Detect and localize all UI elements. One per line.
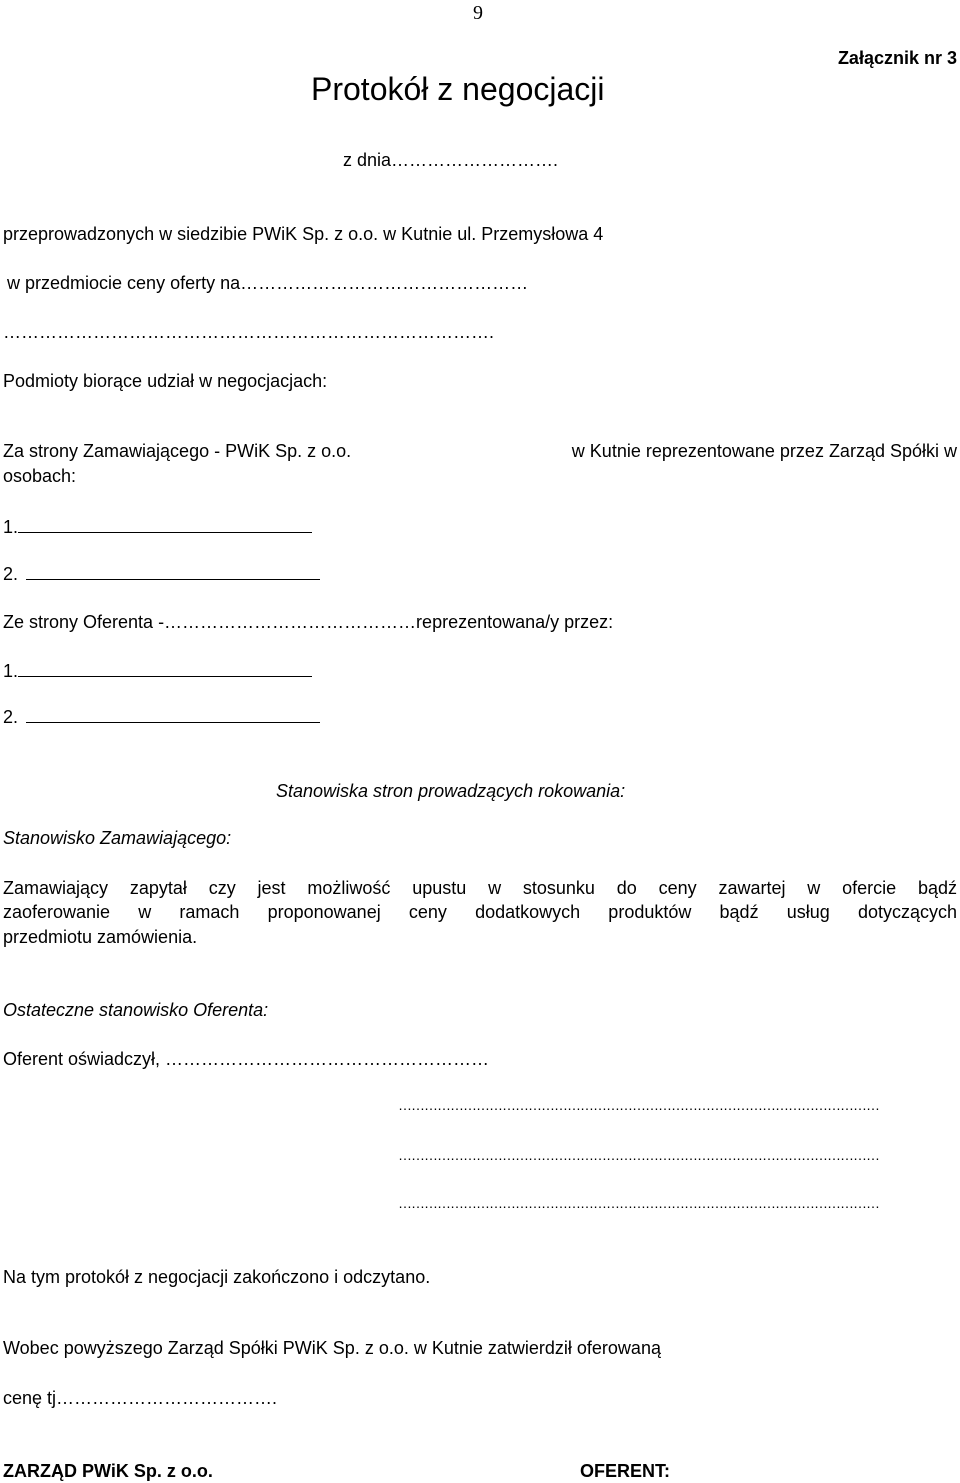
bidder-side: Ze strony Oferenta -……………………………………reprezentowana/y przez: xyxy=(3,612,614,632)
signature-blank xyxy=(26,706,320,723)
page-number: 9 xyxy=(473,2,483,24)
rep-number: 1. xyxy=(3,661,19,681)
dot-line-1: ………………………………………………………………………………………………… xyxy=(398,1097,879,1113)
employer-side-left: Za strony Zamawiającego - PWiK Sp. z o.o. xyxy=(3,441,352,461)
positions-heading: Stanowiska stron prowadzących rokowania: xyxy=(276,781,626,801)
bidder-rep-1 xyxy=(3,660,312,683)
approval-line: Wobec powyższego Zarząd Spółki PWiK Sp. z o.o. w Kutnie zatwierdził oferowaną xyxy=(3,1338,661,1358)
employer-position-line-1: Zamawiający zapytał czy jest możliwość upustu w stosunku do ceny zawartej w ofercie bądź xyxy=(3,878,957,898)
signature-right: OFERENT: xyxy=(580,1461,670,1481)
location-line: przeprowadzonych w siedzibie PWiK Sp. z o.o. w Kutnie ul. Przemysłowa 4 xyxy=(3,224,604,244)
signature-blank xyxy=(26,563,320,580)
dots-line: ………………………………………………………………………. xyxy=(3,322,495,342)
employer-position-line-3: przedmiotu zamówienia. xyxy=(3,927,198,947)
employer-position-heading: Stanowisko Zamawiającego: xyxy=(3,828,232,848)
rep-number: 1. xyxy=(3,517,19,537)
rep-number: 2. xyxy=(3,707,19,727)
employer-rep-1 xyxy=(3,516,312,539)
employer-rep-2 xyxy=(3,563,320,586)
bidder-rep-2 xyxy=(3,706,320,729)
rep-number: 2. xyxy=(3,564,19,584)
subject-line: w przedmiocie ceny oferty na………………………………………… xyxy=(7,273,529,293)
participants-heading: Podmioty biorące udział w negocjacjach: xyxy=(3,371,328,391)
signature-left: ZARZĄD PWiK Sp. z o.o. xyxy=(3,1461,213,1481)
closing-line: Na tym protokół z negocjacji zakończono i odczytano. xyxy=(3,1267,431,1287)
price-line: cenę tj………………………………. xyxy=(3,1388,278,1408)
signature-blank xyxy=(18,516,312,533)
employer-side-line2: osobach: xyxy=(3,466,77,486)
date-line: z dnia………………………. xyxy=(343,150,559,170)
page-title: Protokół z negocjacji xyxy=(311,71,605,107)
signature-blank xyxy=(18,660,312,677)
final-position-heading: Ostateczne stanowisko Oferenta: xyxy=(3,1000,269,1020)
bidder-statement: Oferent oświadczył, ……………………………………………… xyxy=(3,1049,490,1069)
employer-position-line-2: zaoferowanie w ramach proponowanej ceny dodatkowych produktów bądź usług dotyczących xyxy=(3,902,957,922)
dot-line-3: ………………………………………………………………………………………………… xyxy=(398,1195,879,1211)
employer-side-right: w Kutnie reprezentowane przez Zarząd Spółki w xyxy=(571,441,957,461)
attachment-label: Załącznik nr 3 xyxy=(837,48,957,68)
dot-line-2: ………………………………………………………………………………………………… xyxy=(398,1147,879,1163)
